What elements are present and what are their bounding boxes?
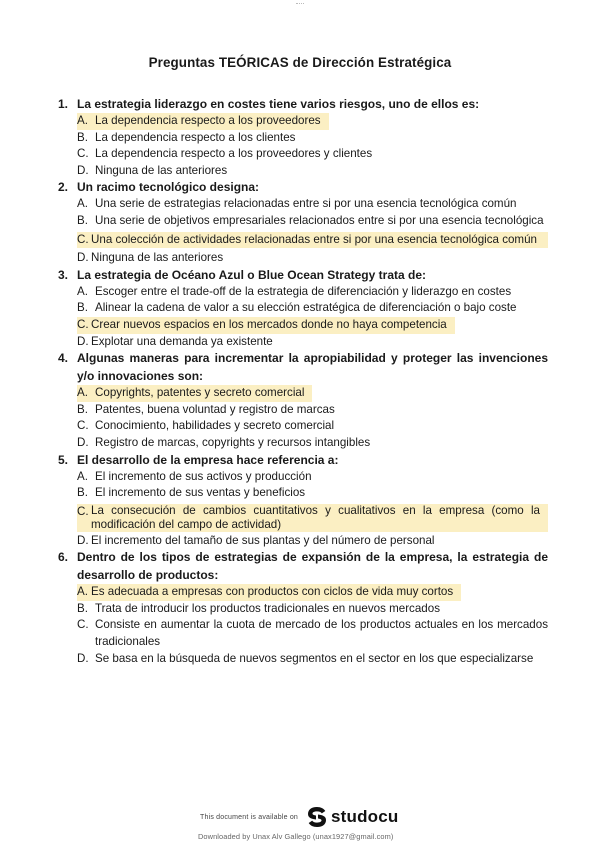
studocu-logo-icon (306, 806, 328, 828)
option-text: Crear nuevos espacios en los mercados donde no haya competencia (91, 317, 447, 331)
option-a (77, 113, 548, 130)
option-letter: B. (77, 213, 88, 227)
option-text: El incremento del tamaño de sus plantas y del número de personal (91, 533, 435, 547)
question-header (58, 549, 548, 584)
question-4 (58, 350, 548, 451)
option-text: Se basa en la búsqueda de nuevos segmentos en el sector en los que especializarse (95, 651, 534, 665)
option-letter: D. (77, 334, 89, 348)
option-b (77, 402, 548, 419)
option-b (77, 485, 548, 502)
option-text: Registro de marcas, copyrights y recursos intangibles (95, 435, 371, 449)
question-text: La estrategia liderazgo en costes tiene varios riesgos, uno de ellos es: (77, 97, 480, 111)
answer-highlight (77, 385, 312, 402)
option-letter: C. (77, 618, 89, 632)
option-list (77, 284, 548, 350)
option-letter: C. (77, 419, 89, 433)
question-header (58, 267, 548, 284)
question-5 (58, 452, 548, 550)
option-letter: B. (77, 601, 88, 615)
question-number: 5. (58, 452, 69, 467)
question-header (58, 179, 548, 196)
question-text: El desarrollo de la empresa hace referencia a: (77, 452, 339, 467)
option-text: La consecución de cambios cuantitativos y cualitativos en la empresa (como la modificación del campo de actividad) (91, 503, 540, 531)
option-text: La dependencia respecto a los proveedores (95, 114, 321, 127)
option-c (77, 504, 548, 532)
option-letter: D. (77, 435, 89, 449)
option-a (77, 584, 548, 601)
option-text: Conocimiento, habilidades y secreto comercial (95, 419, 335, 433)
option-letter: D. (77, 163, 89, 177)
question-list (58, 96, 548, 667)
option-text: Alinear la cadena de valor a su elección estratégica de diferenciación o bajo coste (95, 301, 517, 315)
question-text: Dentro de los tipos de estrategias de expansión de la empresa, la estrategia de desarrollo de productos: (77, 550, 548, 582)
option-c (77, 418, 548, 435)
page-top-mark (296, 0, 304, 4)
answer-highlight (77, 584, 461, 601)
option-d (77, 250, 548, 267)
option-b (77, 601, 548, 618)
option-d (77, 334, 548, 351)
question-6 (58, 549, 548, 667)
question-header (58, 452, 548, 469)
option-b (77, 213, 548, 230)
option-list (77, 584, 548, 667)
option-text: Una serie de estrategias relacionadas entre si por una esencia tecnológica común (95, 197, 517, 211)
question-2 (58, 179, 548, 266)
option-letter: C. (77, 232, 89, 246)
option-d (77, 533, 548, 550)
option-list (77, 196, 548, 266)
option-letter: D. (77, 251, 89, 265)
option-letter: B. (77, 486, 88, 500)
option-letter: B. (77, 130, 88, 144)
option-text: Escoger entre el trade-off de la estrategia de diferenciación y liderazgo en costes (95, 284, 512, 298)
question-text: Algunas maneras para incrementar la apropiabilidad y proteger las invenciones y/o innovaciones son: (77, 351, 548, 383)
option-text: Ninguna de las anteriores (91, 251, 224, 265)
option-b (77, 300, 548, 317)
question-text: La estrategia de Océano Azul o Blue Ocean Strategy trata de: (77, 267, 426, 282)
option-letter: C. (77, 504, 89, 518)
answer-highlight (77, 317, 455, 334)
option-letter: A. (77, 386, 88, 400)
option-text: Patentes, buena voluntad y registro de marcas (95, 402, 335, 416)
option-text: Ninguna de las anteriores (95, 163, 228, 177)
option-text: Copyrights, patentes y secreto comercial (95, 386, 305, 400)
question-number: 4. (58, 351, 69, 366)
option-b (77, 130, 548, 147)
option-text: La dependencia respecto a los proveedores y clientes (95, 147, 373, 161)
question-number: 3. (58, 267, 69, 282)
option-letter: D. (77, 651, 89, 665)
question-header (58, 96, 548, 113)
option-letter: C. (77, 147, 89, 161)
option-text: El incremento de sus ventas y beneficios (95, 486, 306, 500)
option-d (77, 163, 548, 180)
option-a (77, 196, 548, 213)
question-1 (58, 96, 548, 179)
question-number: 1. (58, 97, 69, 111)
option-letter: A. (77, 469, 88, 483)
option-letter: A. (77, 197, 88, 211)
studocu-logo[interactable] (306, 806, 399, 828)
option-list (77, 385, 548, 451)
option-letter: A. (77, 114, 88, 127)
option-text: El incremento de sus activos y producción (95, 469, 312, 483)
option-d (77, 435, 548, 452)
option-c (77, 317, 548, 334)
option-letter: B. (77, 301, 88, 315)
question-number: 6. (58, 550, 69, 565)
option-a (77, 385, 548, 402)
option-list (77, 469, 548, 550)
question-number: 2. (58, 180, 69, 195)
option-text: Trata de introducir los productos tradicionales en nuevos mercados (95, 601, 440, 615)
option-list (77, 113, 548, 179)
option-letter: B. (77, 402, 88, 416)
question-text: Un racimo tecnológico designa: (77, 180, 260, 195)
availability-note: This document is available on (200, 814, 299, 821)
option-text: Una colección de actividades relacionadas entre si por una esencia tecnológica común (91, 232, 537, 246)
option-c (77, 232, 548, 249)
answer-highlight (77, 113, 329, 130)
question-3 (58, 267, 548, 350)
option-letter: A. (77, 284, 88, 298)
option-text: La dependencia respecto a los clientes (95, 130, 296, 144)
option-d (77, 651, 548, 668)
option-text: Una serie de objetivos empresariales relacionados entre si por una esencia tecnológica (95, 213, 544, 227)
option-letter: A. (77, 585, 88, 599)
option-text: Explotar una demanda ya existente (91, 334, 273, 348)
download-note: Downloaded by Unax Alv Gallego (unax1927@gmail.com) (198, 832, 394, 841)
option-text: Es adecuada a empresas con productos con ciclos de vida muy cortos (91, 585, 454, 599)
studocu-brand-text: studocu (331, 807, 399, 826)
option-a (77, 284, 548, 301)
option-c (77, 617, 548, 650)
page-title: Preguntas TEÓRICAS de Dirección Estratégica (148, 55, 452, 70)
option-text: Consiste en aumentar la cuota de mercado de los productos actuales en los mercados tradicionales (95, 618, 548, 649)
option-a (77, 469, 548, 486)
option-letter: D. (77, 533, 89, 547)
option-letter: C. (77, 317, 89, 331)
option-c (77, 146, 548, 163)
question-header (58, 350, 548, 385)
